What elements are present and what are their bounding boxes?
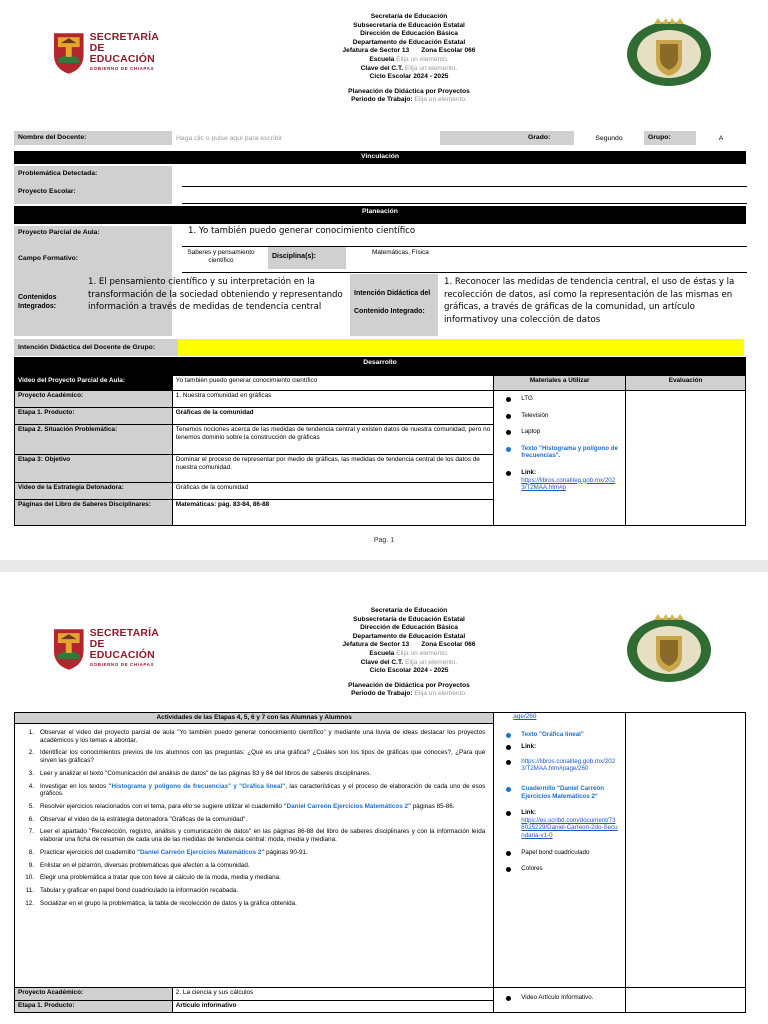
contenidos-label: Contenidos Integrados: xyxy=(18,294,57,310)
grado-label: Grado: xyxy=(528,131,574,145)
activity-number: 1. xyxy=(28,729,34,736)
escuela-label: Escuela xyxy=(369,55,395,63)
activity-item xyxy=(18,828,485,843)
material-link[interactable]: https://libros.conaliteg.gob.mx/2023/T2MAA.htm#p xyxy=(521,476,616,492)
link-label: Link: xyxy=(521,809,537,817)
periodo-label: Periodo de Trabajo: xyxy=(351,690,413,698)
material-papel: Papel bond cuadriculado xyxy=(497,849,622,857)
activity-text xyxy=(40,849,485,857)
row-label: Video de la Estrategia Detonadora: xyxy=(15,483,173,500)
row-value: Gráficas de la comunidad xyxy=(172,483,493,500)
row-value: Matemáticas: pág. 83-84, 86-88 xyxy=(172,500,493,526)
activity-number: 7. xyxy=(28,828,34,836)
materiales-cell xyxy=(494,391,626,526)
activity-item xyxy=(18,770,485,778)
activity-number: 12. xyxy=(25,899,34,907)
state-seal-icon xyxy=(624,14,714,88)
material-texto: Texto "Histograma y polígono de frecuencias". xyxy=(521,444,618,460)
etapa1-value: Artículo informativo xyxy=(172,1001,494,1013)
logo-line-1: SECRETARÍA xyxy=(89,627,160,640)
actividades-cell xyxy=(15,724,494,988)
row-label: Etapa 1. Producto: xyxy=(15,408,173,425)
activity-highlight: "Daniel Carreón Ejercicios Matemáticos 2" xyxy=(136,848,265,856)
logo-line-2: DE EDUCACIÓN xyxy=(89,42,155,66)
row-value: Tenemos nociones acerca de las medidas de tendencia central y existen datos de nuestra comunidad, pero no tenemos dominio sobre la construcción de gráficas xyxy=(172,425,493,455)
escuela-select[interactable]: Elija un elemento. xyxy=(396,55,449,63)
campo-value: Saberes y pensamiento científico xyxy=(187,249,255,264)
activity-text-part: Identificar los conocimientos previos de los alumnos con las preguntas: ¿Qué es una gráfica? ¿Cuáles son los tipos de gráficas que conoces?, ¿Para qué sirven las gráficas? xyxy=(40,749,486,764)
activity-text-part: Observar el video de la estrategia detonadora "Gráficas de la comunidad". xyxy=(40,815,248,823)
escuela-label: Escuela xyxy=(369,649,395,657)
zona: Zona Escolar 066 xyxy=(421,641,476,649)
activity-text-part: páginas 85-86. xyxy=(411,802,455,810)
docente-row xyxy=(14,131,746,145)
material-link-cont[interactable]: age/260 xyxy=(513,713,537,720)
activity-number: 9. xyxy=(28,861,34,869)
proyecto-parcial-value: 1. Yo también puedo generar conocimiento científico xyxy=(188,226,416,237)
proyecto-escolar-label: Proyecto Escolar: xyxy=(18,187,76,195)
activity-item xyxy=(18,783,485,798)
proyecto-academico-value: 2. La ciencia y sus cálculos xyxy=(172,988,494,1001)
chiapas-shield-icon xyxy=(52,625,86,671)
activity-text-part: Investigar en los textos xyxy=(40,782,109,790)
materiales-cell-3 xyxy=(494,988,626,1013)
activity-item xyxy=(18,862,485,870)
material-colores: Colores xyxy=(497,865,622,873)
escuela-select[interactable]: Elija un elemento. xyxy=(396,649,449,657)
vinculacion-bar: Vinculación xyxy=(14,151,746,164)
ciclo-escolar: Ciclo Escolar 2024 - 2025 xyxy=(369,667,449,675)
page-separator xyxy=(0,560,768,572)
row-label: Páginas del Libro de Saberes Disciplinares: xyxy=(15,500,173,526)
activity-text-part: Leer el apartado "Recolección, registro, análisis y comunicación de datos" en las páginas 86-88 del libro de saberes disciplinares y con la información leída elaborar una ficha de resumen de cada una de las medidas de tendencia central: moda, media y mediana. xyxy=(40,828,486,844)
planeacion-title: Planeación de Didáctica por Proyectos xyxy=(348,681,470,689)
intencion-docente-label: Intención Didáctica del Docente de Grupo: xyxy=(18,343,156,351)
desarrollo-bar: Desarrollo xyxy=(14,357,746,375)
desarrollo-table xyxy=(14,375,746,526)
activity-text xyxy=(40,729,485,744)
header-line-4: Departamento de Educación Estatal xyxy=(352,38,466,46)
material-grafica-link[interactable]: https://libros.conaliteg.gob.mx/2023/T2MAA.htm#page/260 xyxy=(521,757,616,773)
periodo-select[interactable]: Elija un elemento. xyxy=(414,96,467,104)
etapa1-label: Etapa 1. Producto: xyxy=(15,1001,173,1013)
actividades-list xyxy=(18,729,485,908)
material-cuadernillo: Cuadernillo "Daniel Carreón Ejercicios Matemáticos 2" xyxy=(521,784,604,800)
jefatura: Jefatura de Sector 13 xyxy=(342,641,410,649)
header-line-3: Dirección de Educación Básica xyxy=(360,30,458,38)
material-grafica: Texto "Gráfica lineal" xyxy=(521,730,584,738)
header-line-4: Departamento de Educación Estatal xyxy=(352,632,466,640)
activity-text xyxy=(40,862,485,870)
jefatura: Jefatura de Sector 13 xyxy=(342,47,410,55)
activity-number: 6. xyxy=(28,815,34,823)
problematica-label: Problemática Detectada: xyxy=(18,169,98,177)
header-block xyxy=(284,13,534,105)
clave-select[interactable]: Elija un elemento. xyxy=(404,64,458,72)
activity-number: 10. xyxy=(25,874,34,882)
evaluacion-cell-3[interactable] xyxy=(626,988,746,1013)
header-block xyxy=(284,607,534,699)
video-label: Video del Proyecto Parcial de Aula: xyxy=(15,376,173,391)
activity-text xyxy=(40,828,485,843)
clave-label: Clave del C.T. xyxy=(360,658,404,666)
link-label: Link: xyxy=(521,468,537,476)
activity-item xyxy=(18,816,485,824)
activity-text xyxy=(40,887,485,895)
activity-item xyxy=(18,749,485,764)
activity-text xyxy=(40,900,485,908)
zona: Zona Escolar 066 xyxy=(421,47,476,55)
row-label: Etapa 2. Situación Problemática: xyxy=(15,425,173,455)
clave-select[interactable]: Elija un elemento. xyxy=(404,658,458,666)
planeacion-title: Planeación de Didáctica por Proyectos xyxy=(348,87,470,95)
activity-number: 8. xyxy=(28,848,34,856)
header-line-2: Subsecretaría de Educación Estatal xyxy=(353,21,465,29)
activity-item xyxy=(18,900,485,908)
header-line-3: Dirección de Educación Básica xyxy=(360,624,458,632)
activity-text xyxy=(40,816,485,824)
row-label: Etapa 3: Objetivo xyxy=(15,455,173,483)
clave-label: Clave del C.T. xyxy=(360,64,404,72)
activity-item xyxy=(18,729,485,744)
evaluacion-cell[interactable] xyxy=(626,391,746,526)
proyecto-parcial-label: Proyecto Parcial de Aula: xyxy=(18,228,100,236)
logo-line-1: SECRETARÍA xyxy=(89,31,160,44)
periodo-select[interactable]: Elija un elemento. xyxy=(414,690,467,698)
disciplina-label: Disciplina(s): xyxy=(268,247,346,269)
activity-text xyxy=(40,874,485,882)
materiales-cell-2 xyxy=(494,713,626,988)
materiales-header: Materiales a Utilizar xyxy=(494,376,626,391)
material-item: LTG xyxy=(497,395,622,403)
activity-text xyxy=(40,770,485,778)
activity-text-part: Tabular y graficar en papel bond cuadriculado la información recabada. xyxy=(40,887,239,895)
grupo-value[interactable]: A xyxy=(718,134,724,142)
grupo-label: Grupo: xyxy=(644,131,696,145)
logo-line-3: GOBIERNO DE CHIAPAS xyxy=(89,66,155,72)
activity-item xyxy=(18,849,485,857)
activity-text xyxy=(40,783,485,798)
activity-item xyxy=(18,887,485,895)
material-item: Laptop xyxy=(497,428,622,436)
activity-text xyxy=(40,749,485,764)
activity-text-part: Observar el video del proyecto parcial de aula "Yo también puedo generar conocimiento científico" y mediante una lluvia de ideas destacar los proyectos académicos y los temas a abordar. xyxy=(40,729,486,744)
video-value: Yo también puedo generar conocimiento científico xyxy=(172,376,493,391)
activity-number: 11. xyxy=(25,887,34,895)
activity-text-part: , las características y el proceso de elaboración de cada uno de esos gráficos. xyxy=(40,782,486,798)
activity-number: 3. xyxy=(28,769,34,777)
material-item: Televisión xyxy=(497,412,622,420)
grado-value[interactable]: Segundo xyxy=(595,134,623,142)
activity-text-part: páginas 90-91. xyxy=(264,848,308,856)
ciclo-escolar: Ciclo Escolar 2024 - 2025 xyxy=(369,73,449,81)
planeacion-bar: Planeación xyxy=(14,206,746,224)
secretaria-logo xyxy=(52,26,172,78)
docente-input[interactable]: Haga clic o pulse aquí para escribir xyxy=(176,134,283,142)
disciplina-value: Matemáticas, Física xyxy=(372,249,429,256)
intencion-docente-input[interactable] xyxy=(178,339,744,356)
material-video-articulo: Video Artículo Informativo. xyxy=(497,994,622,1002)
row-value: 1. Nuestra comunidad en gráficas xyxy=(172,391,493,408)
periodo-label: Periodo de Trabajo: xyxy=(351,96,413,104)
intencion-value: 1. Reconocer las medidas de tendencia central, el uso de éstas y la recolección de datos, así como la representación de las mismas en gráficas, a través de gráficas de la comunidad, un artículo informativoy una colección de datos xyxy=(444,277,735,325)
state-seal-icon xyxy=(624,610,714,684)
page-number: Pag. 1 xyxy=(373,537,395,544)
actividades-table xyxy=(14,712,746,1013)
activity-text-part: Elegir una problemática a tratar que con lleve al cálculo de la moda, media y mediana. xyxy=(40,874,281,882)
evaluacion-cell-2[interactable] xyxy=(626,713,746,988)
activity-number: 5. xyxy=(28,802,34,810)
intencion-label-1: Intención Didáctica del xyxy=(354,290,431,297)
logo-line-3: GOBIERNO DE CHIAPAS xyxy=(89,662,155,668)
logo-line-2: DE EDUCACIÓN xyxy=(89,638,155,662)
actividades-header: Actividades de las Etapas 4, 5, 6 y 7 con las Alumnas y Alumnos xyxy=(15,713,494,724)
activity-text-part: Resolver ejercicios relacionados con el tema, para ello se sugiere utilizar el cuadernillo xyxy=(40,802,284,810)
header-line-2: Subsecretaría de Educación Estatal xyxy=(353,615,465,623)
activity-text xyxy=(40,803,485,811)
activity-text-part: Enlistar en el pizarrón, diversas problemáticas que afecten a la comunidad. xyxy=(40,861,250,869)
secretaria-logo xyxy=(52,622,172,674)
page-2 xyxy=(0,572,768,1024)
proyecto-escolar-line xyxy=(182,186,747,187)
row-value: Dominar el proceso de representar por medio de gráficas, las medidas de tendencia central de los datos de nuestra comunidad. xyxy=(172,455,493,483)
material-cuadernillo-link[interactable]: https://es.scribd.com/document/738025229/Daniel-Carreon-2do-Secundaria-v1-0 xyxy=(521,816,618,839)
activity-item xyxy=(18,803,485,811)
header-line-1: Secretaría de Educación xyxy=(370,13,448,20)
campo-label: Campo Formativo: xyxy=(18,254,79,262)
activity-number: 4. xyxy=(28,782,34,790)
docente-label: Nombre del Docente: xyxy=(14,131,172,145)
activity-text-part: Leer y analizar el texto "Comunicación del análisis de datos" de las páginas 83 y 84 del libros de saberes disciplinares. xyxy=(40,769,372,777)
proyecto-academico-label: Proyecto Académico: xyxy=(15,988,173,1001)
activity-text-part: Practicar ejercicios del cuadernillo xyxy=(40,848,137,856)
activity-highlight: "Daniel Carreón Ejercicios Matemáticos 2" xyxy=(283,802,412,810)
row-value: Gráficas de la comunidad xyxy=(172,408,493,425)
header-line-1: Secretaría de Educación xyxy=(370,607,448,614)
activity-highlight: "Histograma y polígono de frecuencias" y "Gráfica lineal" xyxy=(108,782,286,790)
activity-item xyxy=(18,874,485,882)
contenidos-value: 1. El pensamiento científico y su interpretación en la transformación de la sociedad obteniendo y representando información a través de medidas de tendencia central xyxy=(88,277,343,313)
chiapas-shield-icon xyxy=(52,29,86,75)
link-label: Link: xyxy=(521,743,537,751)
row-label: Proyecto Académico: xyxy=(15,391,173,408)
evaluacion-header: Evaluación xyxy=(626,376,746,391)
activity-number: 2. xyxy=(28,749,34,757)
intencion-label-2: Contenido Integrado: xyxy=(354,308,425,315)
activity-text-part: Socializar en el grupo la problemática, la tabla de recolección de datos y la gráfica obtenida. xyxy=(40,899,297,907)
